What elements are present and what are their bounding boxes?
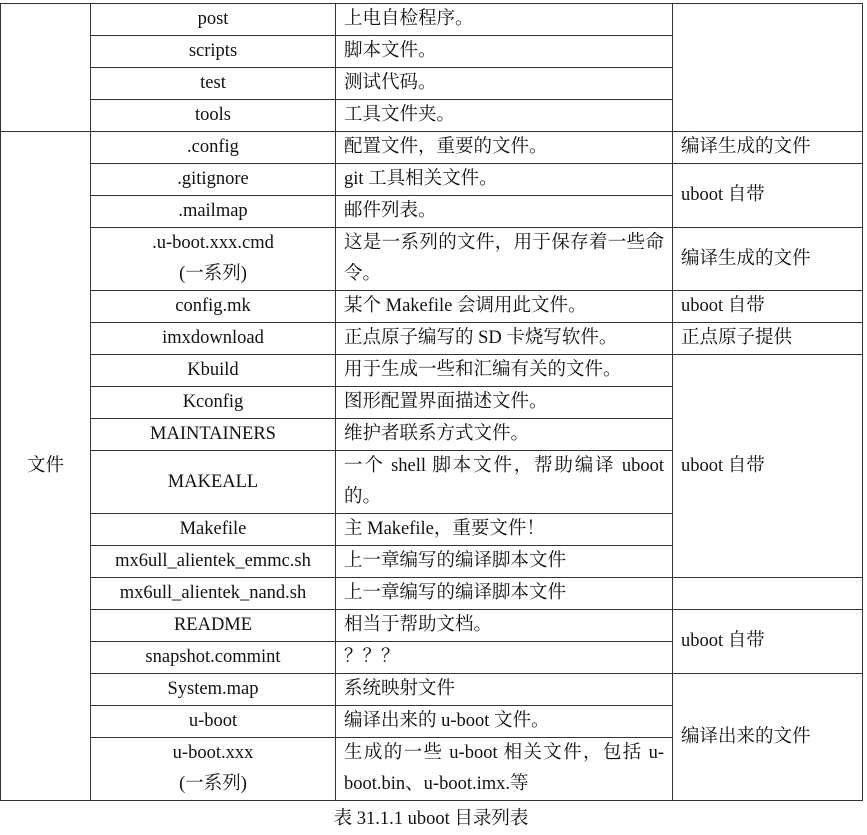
description-cell: 上一章编写的编译脚本文件 xyxy=(336,578,673,610)
description-cell: 测试代码。 xyxy=(336,68,673,100)
table-row xyxy=(1,291,863,323)
table-row xyxy=(1,4,863,36)
note-cell: uboot 自带 xyxy=(673,355,863,578)
table-row xyxy=(1,132,863,164)
description-cell: 一个 shell 脚本文件，帮助编译 uboot 的。 xyxy=(336,451,673,514)
category-cell: 文件 xyxy=(1,132,91,801)
table-row xyxy=(1,355,863,387)
file-name-cell: README xyxy=(91,610,336,642)
file-name-cell xyxy=(91,738,336,801)
file-name-cell: .mailmap xyxy=(91,196,336,228)
file-name-cell: config.mk xyxy=(91,291,336,323)
table-caption: 表 31.1.1 uboot 目录列表 xyxy=(333,809,529,829)
description-cell: 生成的一些 u-boot 相关文件，包括 u-boot.bin、u-boot.imx.等 xyxy=(336,738,673,801)
description-cell: 正点原子编写的 SD 卡烧写软件。 xyxy=(336,323,673,355)
file-name-cell: snapshot.commint xyxy=(91,642,336,674)
description-cell: 上一章编写的编译脚本文件 xyxy=(336,546,673,578)
file-name-line: u-boot.xxx xyxy=(172,743,254,763)
description-cell: 配置文件，重要的文件。 xyxy=(336,132,673,164)
file-name-line: (一系列) xyxy=(179,774,247,794)
file-name-line: .u-boot.xxx.cmd xyxy=(152,233,274,253)
file-name-cell: Kconfig xyxy=(91,387,336,419)
file-name-cell: u-boot xyxy=(91,706,336,738)
file-name-cell: Makefile xyxy=(91,514,336,546)
table-row xyxy=(1,228,863,291)
note-cell-empty xyxy=(673,4,863,132)
table-row xyxy=(1,674,863,706)
description-cell: 工具文件夹。 xyxy=(336,100,673,132)
file-name-cell: MAKEALL xyxy=(91,451,336,514)
note-cell: 编译出来的文件 xyxy=(673,674,863,801)
file-name-cell: System.map xyxy=(91,674,336,706)
description-cell: 相当于帮助文档。 xyxy=(336,610,673,642)
note-cell: uboot 自带 xyxy=(673,164,863,228)
file-name-cell: .gitignore xyxy=(91,164,336,196)
table-row xyxy=(1,610,863,642)
description-cell: ？？？ xyxy=(336,642,673,674)
note-cell: 编译生成的文件 xyxy=(673,228,863,291)
file-name-cell xyxy=(91,228,336,291)
file-name-cell: imxdownload xyxy=(91,323,336,355)
file-name-cell: mx6ull_alientek_nand.sh xyxy=(91,578,336,610)
uboot-directory-table xyxy=(0,3,863,801)
note-cell: 正点原子提供 xyxy=(673,323,863,355)
file-name-cell: mx6ull_alientek_emmc.sh xyxy=(91,546,336,578)
description-cell: 编译出来的 u-boot 文件。 xyxy=(336,706,673,738)
table-row xyxy=(1,164,863,196)
file-name-cell: scripts xyxy=(91,36,336,68)
description-cell: git 工具相关文件。 xyxy=(336,164,673,196)
description-cell: 系统映射文件 xyxy=(336,674,673,706)
note-cell: uboot 自带 xyxy=(673,291,863,323)
file-name-cell: post xyxy=(91,4,336,36)
description-cell: 图形配置界面描述文件。 xyxy=(336,387,673,419)
description-cell: 维护者联系方式文件。 xyxy=(336,419,673,451)
description-cell: 某个 Makefile 会调用此文件。 xyxy=(336,291,673,323)
file-name-cell: test xyxy=(91,68,336,100)
description-cell: 脚本文件。 xyxy=(336,36,673,68)
description-cell: 主 Makefile，重要文件！ xyxy=(336,514,673,546)
description-cell: 邮件列表。 xyxy=(336,196,673,228)
file-name-cell: MAINTAINERS xyxy=(91,419,336,451)
description-cell: 上电自检程序。 xyxy=(336,4,673,36)
file-name-cell: .config xyxy=(91,132,336,164)
description-cell: 这是一系列的文件，用于保存着一些命令。 xyxy=(336,228,673,291)
file-name-cell: tools xyxy=(91,100,336,132)
note-cell: 编译生成的文件 xyxy=(673,132,863,164)
category-cell-empty xyxy=(1,4,91,132)
file-name-line: (一系列) xyxy=(179,264,247,284)
table-row xyxy=(1,578,863,610)
file-name-cell: Kbuild xyxy=(91,355,336,387)
description-cell: 用于生成一些和汇编有关的文件。 xyxy=(336,355,673,387)
table-row xyxy=(1,323,863,355)
note-cell: uboot 自带 xyxy=(673,610,863,674)
